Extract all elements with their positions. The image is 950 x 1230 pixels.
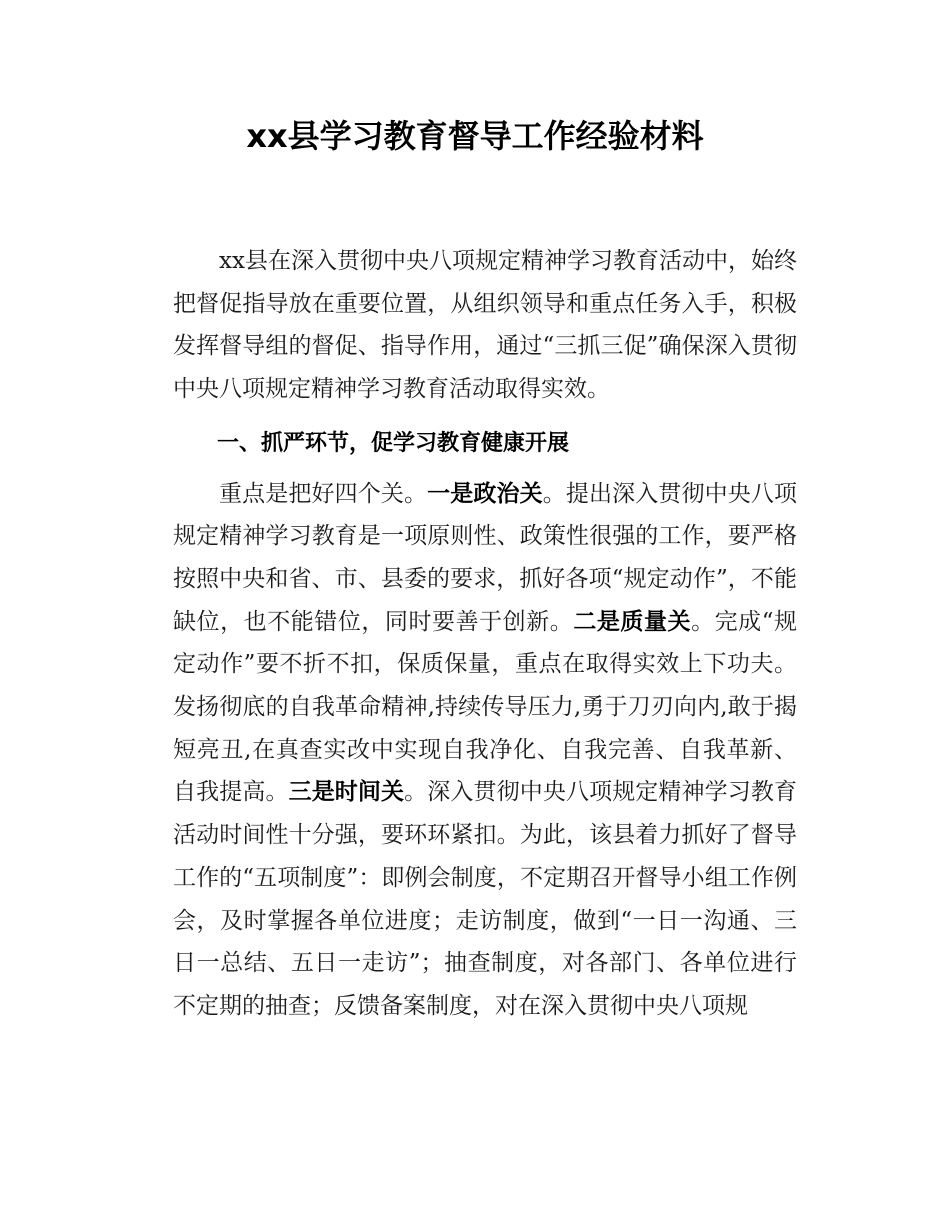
point-text-political: 。提出深入贯彻中央八项规定精神学习教育是一项原则性、政策性很强的工作，要严格按照中央和省、市、县委的要求，抓好各项“规定动作”，不能缺位，也不能错位，同时要善于创新。	[173, 480, 797, 635]
document-title: xx县学习教育督导工作经验材料	[246, 117, 704, 155]
point-label-quality: 二是质量关	[573, 608, 692, 635]
section-paragraph	[173, 473, 797, 1028]
point-label-political: 一是政治关	[427, 480, 543, 507]
point-label-time: 三是时间关	[288, 779, 405, 806]
section-heading: 一、抓严环节，促学习教育健康开展	[217, 430, 570, 456]
paragraph-lead: 重点是把好四个关。	[219, 480, 428, 507]
point-text-time: 。深入贯彻中央八项规定精神学习教育活动时间性十分强，要环环紧扣。为此，该县着力抓好了督导工作的“五项制度”：即例会制度，不定期召开督导小组工作例会，及时掌握各单位进度；走访制度，做到“一日一沟通、三日一总结、五日一走访”；抽查制度，对各部门、各单位进行不定期的抽查；反馈备案制度，对在深入贯彻中央八项规	[173, 779, 798, 1019]
point-text-quality: 。完成“规定动作”要不折不扣，保质保量，重点在取得实效上下功夫。发扬彻底的自我革命精神,持续传导压力,勇于刀刃向内,敢于揭短亮丑,在真查实改中实现自我净化、自我完善、自我革新、自我提高。	[173, 608, 798, 806]
document-body	[173, 240, 797, 1028]
intro-paragraph: xx县在深入贯彻中央八项规定精神学习教育活动中，始终把督促指导放在重要位置，从组织领导和重点任务入手，积极发挥督导组的督促、指导作用，通过“三抓三促”确保深入贯彻中央八项规定精神学习教育活动取得实效。	[173, 248, 797, 403]
